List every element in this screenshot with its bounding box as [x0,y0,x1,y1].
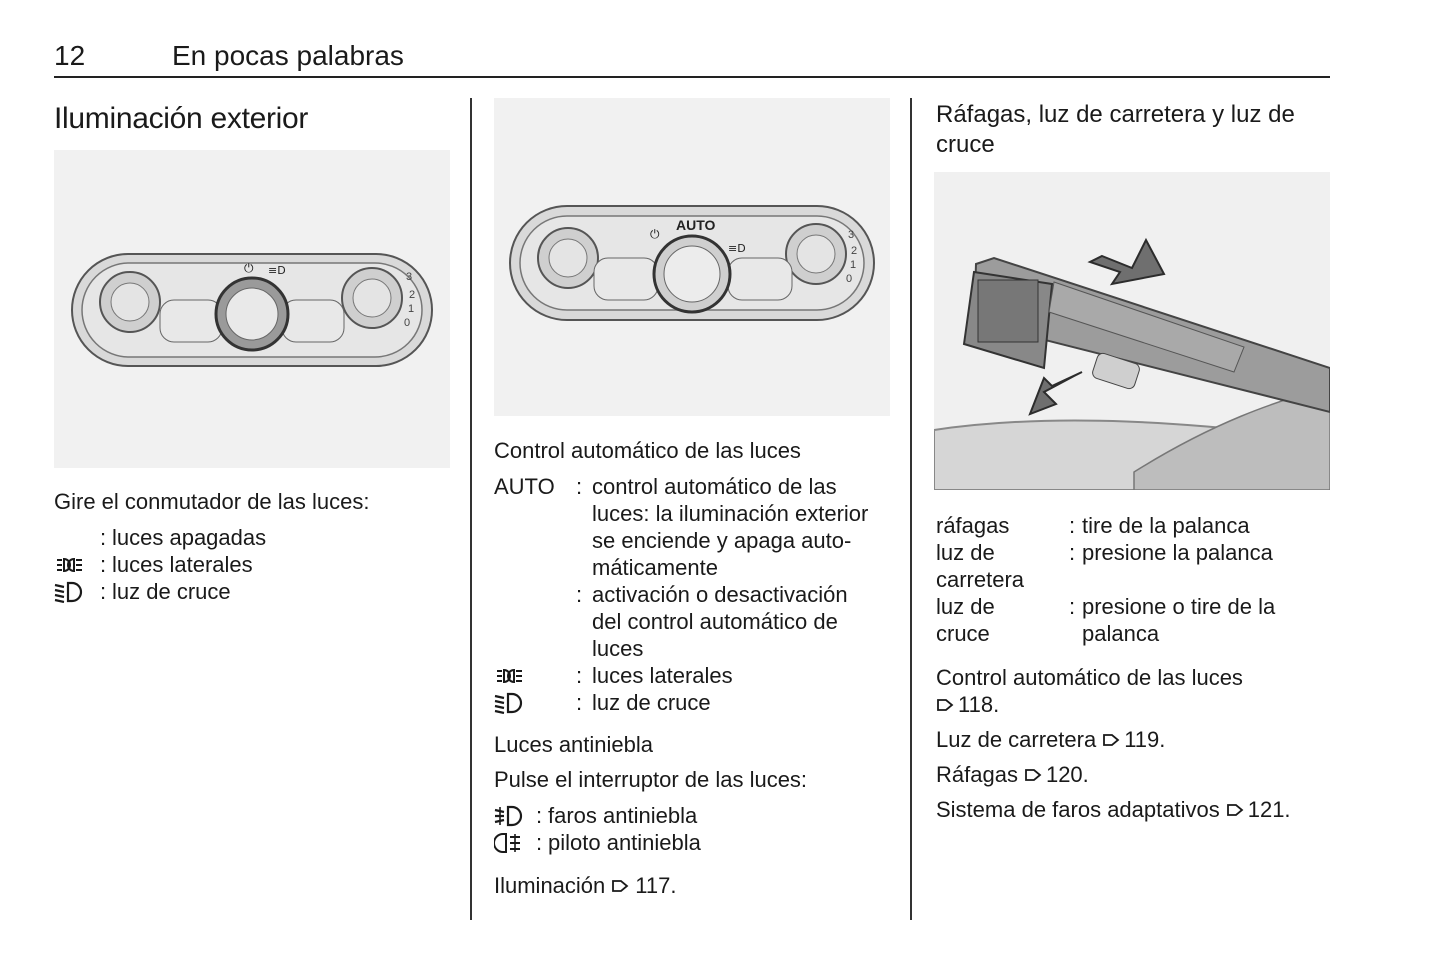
page-number: 12 [54,40,86,71]
arrow-icon [611,877,629,895]
legend-text: luz de cruce [592,690,711,715]
dial-number-0: 0 [846,273,853,285]
legend-row: : luz de cruce [494,689,868,716]
column-divider [910,98,912,920]
dial-number-2: 2 [409,289,416,301]
legend-list [54,524,266,605]
section-title: En pocas palabras [172,40,404,71]
rear-fog-icon [494,829,530,856]
desc: presione la palanca [1082,540,1273,565]
legend-row: : luz de cruce [54,578,266,605]
fog-legend [494,802,701,856]
svg-text:⏻: ⏻ [244,261,254,275]
dial-number-0: 0 [404,317,411,329]
low-beam-icon [54,578,94,605]
legend-text: luces apagadas [112,525,267,550]
legend-text: piloto antiniebla [548,830,701,855]
cross-reference[interactable]: Iluminación 117. [494,873,677,898]
dial-number-2: 2 [851,245,858,257]
legend-text: luces laterales [112,552,253,577]
column-divider [470,98,472,920]
low-beam-icon [494,689,566,716]
table-row: luz de cruce : presione o tire de la palanca [936,594,1276,646]
arrow-icon [1024,766,1042,784]
cross-reference[interactable]: Control automático de las luces 118. [936,665,1243,717]
power-icon [54,524,94,551]
dial-number-1: 1 [408,303,415,315]
term: luz de carretera [936,540,1025,592]
desc: tire de la palanca [1082,513,1250,538]
arrow-icon [936,696,954,714]
auto-legend [494,473,868,716]
fog-heading: Luces antiniebla [494,732,654,757]
svg-text:⏻: ⏻ [650,227,660,241]
legend-row: : piloto antiniebla [494,829,701,856]
header-rule [54,76,1330,78]
term: ráfagas [936,513,1010,538]
intro-text: Gire el conmutador de las luces: [54,489,370,514]
legend-text: control automático de las luces: la iluminación exterior se enciende y apaga auto- máticamente [592,474,869,580]
front-fog-icon [494,802,530,829]
lever-figure [934,172,1330,490]
legend-row: : luces laterales [494,662,868,689]
legend-row: : luces apagadas [54,524,266,551]
lever-table [936,512,1275,647]
cross-reference[interactable]: Sistema de faros adaptativos 121. [936,797,1291,822]
dial-number-1: 1 [850,259,857,271]
col3-heading: Ráfagas, luz de carretera y luz de cruce [936,101,1295,158]
legend-row: AUTO : control automático de las luces: la iluminación exterior se enciende y apaga auto- máticamente [494,474,869,580]
page-title: Iluminación exterior [54,102,309,135]
side-lights-icon [494,662,566,689]
arrow-icon [1102,731,1120,749]
cross-reference[interactable]: Luz de carretera 119. [936,727,1166,752]
light-switch-figure [54,150,450,468]
auto-light-switch-figure [494,98,890,416]
auto-term: AUTO [494,474,555,499]
legend-row: : faros antiniebla [494,802,701,829]
legend-text: luces laterales [592,663,733,688]
legend-text: luz de cruce [112,579,231,604]
legend-text: activación o desactivación del control automático de luces [592,582,848,661]
table-row: luz de carretera : presione la palanca [936,540,1273,592]
legend-text: faros antiniebla [548,803,698,828]
svg-text:≡D: ≡D [728,242,746,255]
side-lights-icon [54,551,94,578]
auto-label: AUTO [676,217,716,233]
arrow-icon [1226,801,1244,819]
dial-number-3: 3 [848,229,855,241]
legend-row: : activación o desactivación del control automático de luces [575,582,848,661]
term: luz de cruce [936,594,995,646]
table-row: ráfagas : tire de la palanca [936,513,1250,538]
dial-number-3: 3 [406,271,413,283]
cross-reference[interactable]: Ráfagas 120. [936,762,1089,787]
desc: presione o tire de la palanca [1082,594,1276,646]
svg-text:≡D: ≡D [268,264,286,277]
auto-heading: Control automático de las luces [494,438,801,463]
legend-row: : luces laterales [54,551,266,578]
fog-intro: Pulse el interruptor de las luces: [494,767,808,792]
